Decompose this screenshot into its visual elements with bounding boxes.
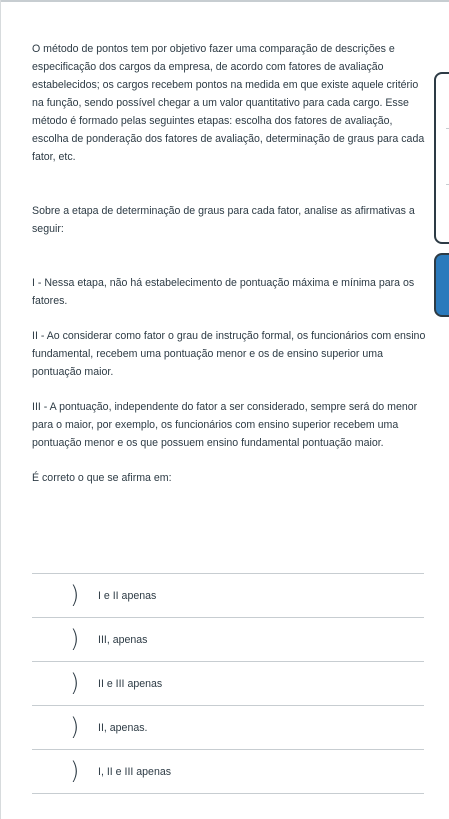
answer-option-5[interactable] [32,750,424,794]
side-navigation-panel[interactable] [434,72,449,244]
answer-label: II, apenas. [98,721,148,734]
answer-label: II e III apenas [98,677,163,690]
answer-label: III, apenas [98,633,148,646]
answer-label: I e II apenas [98,589,157,602]
radio-bracket-icon: ) [70,581,80,609]
radio-bracket-icon: ) [70,757,80,785]
question-prompt: Sobre a etapa de determinação de graus para cada fator, analise as afirmativas a seguir: [32,205,415,235]
answer-list [32,573,424,794]
question-ask: É correto o que se afirma em: [32,472,172,484]
answer-option-4[interactable] [32,706,424,750]
question-intro: O método de pontos tem por objetivo fazer uma comparação de descrições e especificação dos cargos da empresa, de acordo com fatores de avaliação estabelecidos; os cargos recebem pontos na medida em que existe aquele critério na função, sendo possível chegar a um valor quantitativo para cada cargo. Esse método é formado pelas seguintes etapas: escolha dos fatores de avaliação, escolha de ponderação dos fatores de avaliação, determinação de graus para cada fator, etc. [32,43,425,163]
top-border [0,0,449,2]
answer-option-3[interactable] [32,662,424,706]
answer-option-2[interactable] [32,618,424,662]
radio-bracket-icon: ) [70,713,80,741]
question-text [32,40,428,487]
answer-option-1[interactable] [32,574,424,618]
left-border [0,0,1,819]
radio-bracket-icon: ) [70,669,80,697]
radio-bracket-icon: ) [70,625,80,653]
statement-3: III - A pontuação, independente do fator a ser considerado, sempre será do menor para o maior, por exemplo, os funcionários com ensino superior recebem uma pontuação menor e os que possuem ensino fundamental pontuação maior. [32,401,418,449]
answer-label: I, II e III apenas [98,765,172,778]
statement-1: I - Nessa etapa, não há estabelecimento de pontuação máxima e mínima para os fatores. [32,277,415,307]
side-action-button[interactable] [434,253,449,317]
statement-2: II - Ao considerar como fator o grau de instrução formal, os funcionários com ensino fundamental, recebem uma pontuação menor e os de ensino superior uma pontuação maior. [32,330,426,378]
